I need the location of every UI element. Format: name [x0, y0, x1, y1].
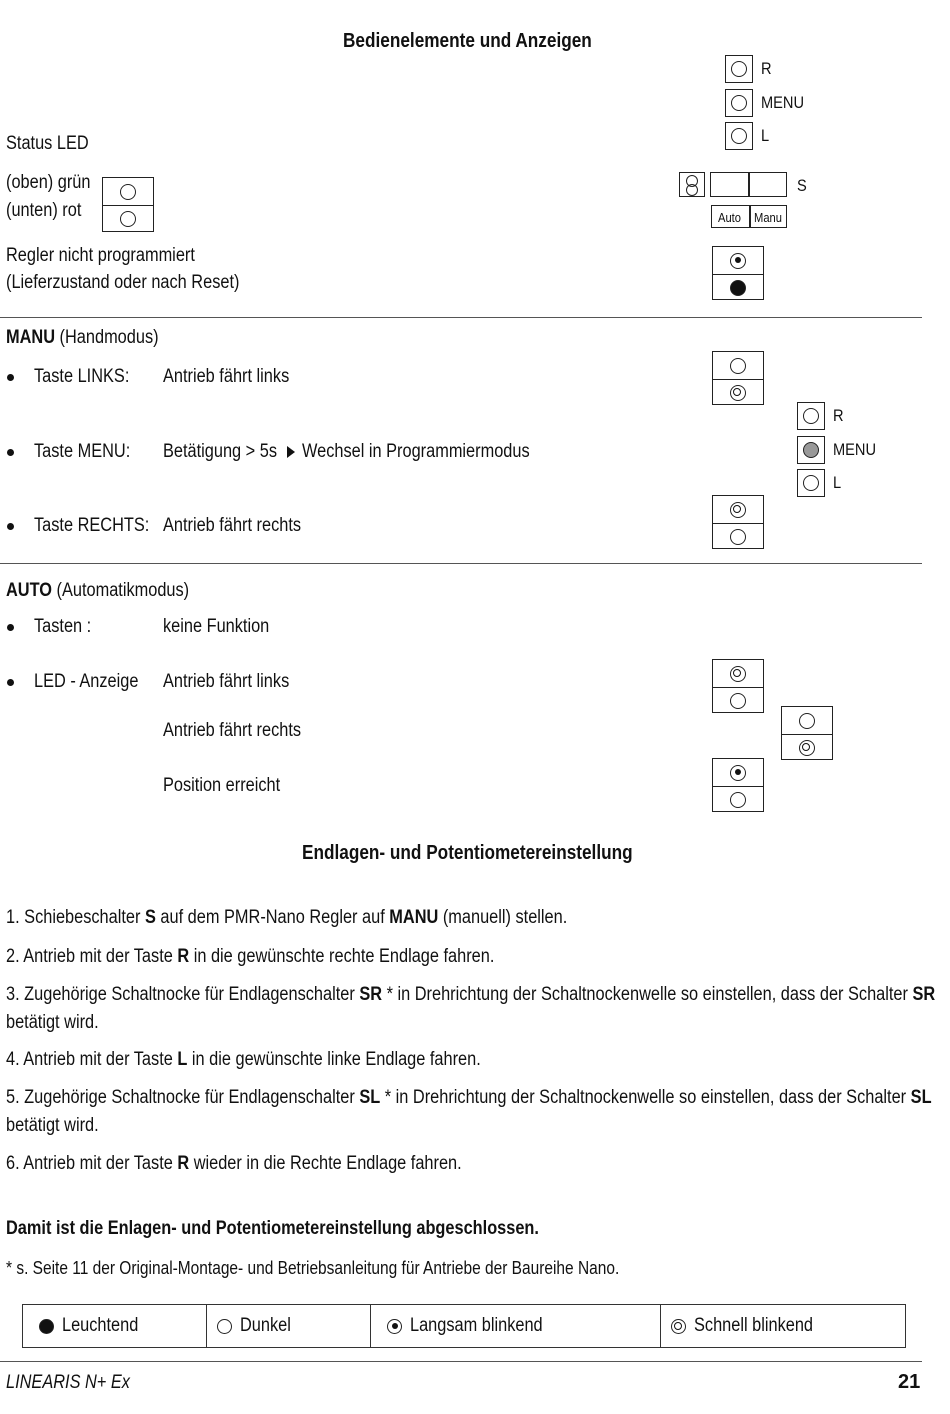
legend-cell-on — [23, 1305, 207, 1347]
legend-cell-fast — [661, 1305, 905, 1347]
slide-switch — [710, 172, 787, 197]
legend-label: Dunkel — [240, 1315, 291, 1336]
led-off-icon — [803, 408, 819, 424]
key-r-label: R — [761, 59, 772, 78]
manu-menu-arrow-text: Wechsel in Programmiermodus — [302, 441, 530, 462]
step-2: 2. Antrieb mit der Taste R in die gewünschte rechte Endlage fahren. — [6, 946, 495, 967]
led-off-icon — [731, 128, 747, 144]
manu-key-menu: Taste MENU: — [34, 441, 131, 462]
auto-led-key: LED - Anzeige — [34, 671, 139, 692]
led-on-icon — [730, 280, 746, 296]
not-programmed-line1: Regler nicht programmiert — [6, 245, 195, 266]
manu-key-rechts: Taste RECHTS: — [34, 515, 150, 536]
led-on-icon — [39, 1319, 54, 1334]
key-l-button — [725, 122, 753, 150]
key-menu-button — [797, 436, 825, 464]
led-bottom-label: (unten) rot — [6, 200, 82, 221]
section-heading-controls: Bedienelemente und Anzeigen — [343, 30, 592, 52]
key-l-label: L — [761, 126, 770, 145]
led-off-icon — [730, 792, 746, 808]
led-fast-blink-icon — [671, 1319, 686, 1334]
auto-links-led-stack — [712, 659, 764, 713]
switch-s-label: S — [797, 176, 807, 195]
bullet — [7, 624, 14, 631]
divider — [0, 317, 922, 318]
led-off-icon — [120, 211, 136, 227]
auto-tasten-desc: keine Funktion — [163, 616, 270, 637]
manu-key-links: Taste LINKS: — [34, 366, 130, 387]
section-heading-endlagen: Endlagen- und Potentiometereinstellung — [302, 842, 633, 864]
key-r-button — [725, 55, 753, 83]
led-slow-blink-icon — [730, 253, 746, 269]
led-off-icon — [731, 95, 747, 111]
conclusion: Damit ist die Enlagen- und Potentiometereinstellung abgeschlossen. — [6, 1218, 539, 1239]
step-5: 5. Zugehörige Schaltnocke für Endlagenschalter SL * in Drehrichtung der Schaltnockenwelle so einstellen, dass der Schalter SL — [6, 1087, 932, 1108]
manu-desc-rechts: Antrieb fährt rechts — [163, 515, 302, 536]
status-led-stack — [102, 177, 154, 232]
led-off-icon — [217, 1319, 232, 1334]
footnote: * s. Seite 11 der Original-Montage- und Betriebsanleitung für Antriebe der Baureihe Nano. — [6, 1258, 620, 1278]
led-off-icon — [731, 61, 747, 77]
legend-cell-off — [207, 1305, 371, 1347]
led-off-icon — [120, 184, 136, 200]
led-fast-blink-icon — [730, 502, 746, 518]
not-programmed-led-stack — [712, 246, 764, 300]
auto-tasten-key: Tasten : — [34, 616, 92, 637]
led-off-icon — [730, 358, 746, 374]
not-programmed-line2: (Lieferzustand oder nach Reset) — [6, 272, 240, 293]
footer-product: LINEARIS N+ Ex — [6, 1372, 130, 1393]
switch-auto-label: Auto — [718, 210, 742, 225]
step-1: 1. Schiebeschalter S auf dem PMR-Nano Regler auf MANU (manuell) stellen. — [6, 907, 568, 928]
auto-led-rechts: Antrieb fährt rechts — [163, 720, 302, 741]
step-3: 3. Zugehörige Schaltnocke für Endlagenschalter SR * in Drehrichtung der Schaltnockenwelle so einstellen, dass der Schalter SR — [6, 984, 936, 1005]
bullet — [7, 679, 14, 686]
key-r-button — [797, 402, 825, 430]
bullet — [7, 523, 14, 530]
manu-desc-links: Antrieb fährt links — [163, 366, 290, 387]
manu-desc-menu: Betätigung > 5s — [163, 441, 278, 462]
legend-table — [22, 1304, 906, 1348]
switch-positions — [711, 205, 787, 228]
legend-cell-slow — [371, 1305, 661, 1347]
manu-section-title: MANU (Handmodus) — [6, 327, 159, 348]
step-4: 4. Antrieb mit der Taste L in die gewünschte linke Endlage fahren. — [6, 1049, 481, 1070]
led-off-icon — [730, 529, 746, 545]
footer-page-number: 21 — [898, 1371, 921, 1393]
auto-led-position: Position erreicht — [163, 775, 281, 796]
manu-rechts-led-stack — [712, 495, 764, 549]
auto-position-led-stack — [712, 758, 764, 812]
key-r-label: R — [833, 406, 844, 425]
auto-section-title: AUTO (Automatikmodus) — [6, 580, 190, 601]
switch-mini-led-icon — [679, 172, 705, 197]
arrow-right-icon — [287, 446, 296, 458]
key-menu-label: MENU — [761, 93, 805, 112]
footer-divider — [0, 1361, 922, 1362]
led-fast-blink-icon — [730, 666, 746, 682]
auto-rechts-led-stack — [781, 706, 833, 760]
step-6: 6. Antrieb mit der Taste R wieder in die Rechte Endlage fahren. — [6, 1153, 462, 1174]
led-fast-blink-icon — [730, 385, 746, 401]
led-fast-blink-icon — [799, 740, 815, 756]
key-menu-label: MENU — [833, 440, 877, 459]
status-led-label: Status LED — [6, 133, 89, 154]
legend-label: Leuchtend — [62, 1315, 139, 1336]
switch-manu-label: Manu — [754, 210, 782, 225]
key-l-button — [797, 469, 825, 497]
led-off-icon — [730, 693, 746, 709]
led-off-icon — [799, 713, 815, 729]
bullet — [7, 374, 14, 381]
led-off-icon — [803, 475, 819, 491]
led-top-label: (oben) grün — [6, 172, 91, 193]
key-l-label: L — [833, 473, 842, 492]
led-slow-blink-icon — [387, 1319, 402, 1334]
legend-label: Langsam blinkend — [410, 1315, 543, 1336]
step-5-cont: betätigt wird. — [6, 1115, 99, 1136]
manu-links-led-stack — [712, 351, 764, 405]
bullet — [7, 449, 14, 456]
key-menu-button — [725, 89, 753, 117]
divider — [0, 563, 922, 564]
step-3-cont: betätigt wird. — [6, 1012, 99, 1033]
led-pressed-icon — [803, 442, 819, 458]
led-slow-blink-icon — [730, 765, 746, 781]
auto-led-links: Antrieb fährt links — [163, 671, 290, 692]
legend-label: Schnell blinkend — [694, 1315, 814, 1336]
